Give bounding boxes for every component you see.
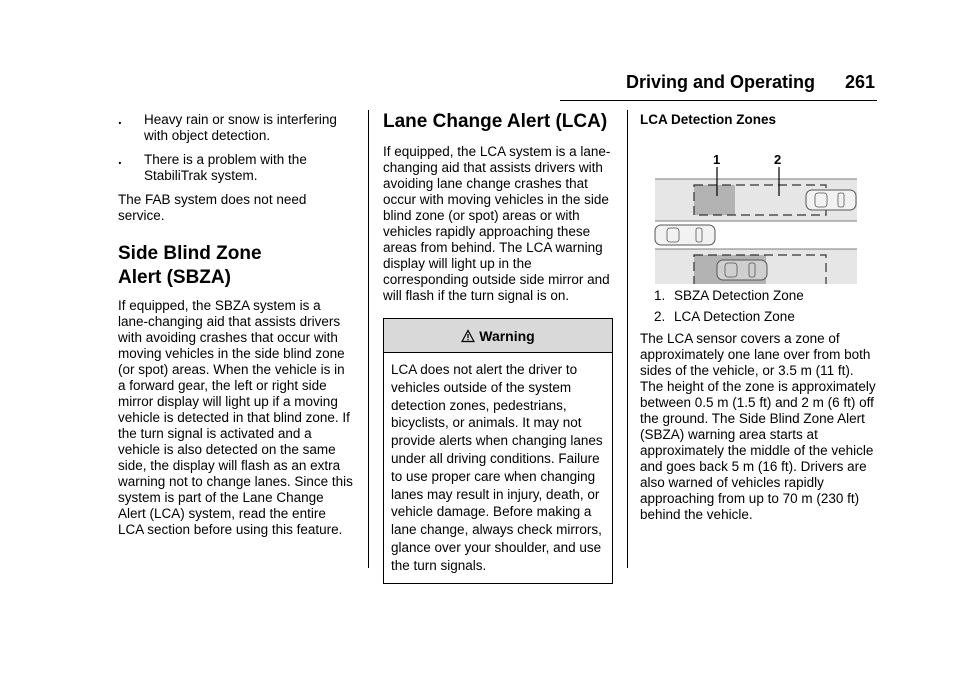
sbza-paragraph: If equipped, the SBZA system is a lane-changing aid that assists drivers with avoiding crashes that occur with moving vehicles in the side blind zone (or spot) areas. When the vehicle is in a forward gear, the left or right side mirror display will light up if a moving vehicle is detected in that blind zone. If the turn signal is activated and a vehicle is also detected on the same side, the display will flash as an extra warning not to change lanes. Since this system is part of the Lane Change Alert (LCA) system, read the entire LCA section before using this feature. — [118, 298, 353, 537]
lca-paragraph: If equipped, the LCA system is a lane-changing aid that assists drivers with avoiding lane change crashes that occur with moving vehicles in the side blind zone (or spot) areas or with vehicles rapidly approaching these areas from behind. The LCA warning display will light up in the corresponding outside side mirror and will flash if the turn signal is on. — [383, 144, 611, 303]
column-1 — [118, 112, 354, 548]
sbza-heading — [118, 242, 354, 290]
bullet-marker: . — [118, 152, 122, 167]
lca-heading: Lane Change Alert (LCA) — [383, 111, 608, 132]
list-item — [654, 288, 880, 304]
fab-paragraph: The FAB system does not need service. — [118, 192, 307, 223]
list-item — [118, 152, 354, 184]
host-vehicle — [655, 225, 715, 245]
column-divider-1 — [368, 110, 369, 568]
vehicle-bottom-lane — [717, 260, 767, 280]
sbza-heading-line1: Side Blind Zone — [118, 243, 262, 264]
vehicle-top-lane — [806, 190, 856, 210]
callout-2: 2 — [774, 152, 782, 167]
callout-1: 1 — [713, 152, 721, 167]
bullet-text: Heavy rain or snow is interfering with object detection. — [144, 112, 337, 143]
warning-text: LCA does not alert the driver to vehicles outside of the system detection zones, pedestrians, bicyclists, or animals. It may not provide alerts when changing lanes under all driving conditions. Failure to use proper care when changing lanes may result in injury, death, or vehicle damage. Before making a lane change, always check mirrors, glance over your shoulder, and use the turn signals. — [391, 362, 603, 573]
section-title: Driving and Operating — [625, 72, 815, 92]
page-number: 261 — [844, 72, 875, 92]
list-item — [118, 112, 354, 144]
column-3 — [640, 112, 880, 533]
bullet-text: There is a problem with the StabiliTrak system. — [144, 152, 307, 183]
list-item — [654, 309, 880, 325]
lca-detection-zones-figure — [640, 134, 880, 284]
bullet-marker: . — [118, 112, 122, 127]
figure-legend — [654, 288, 880, 325]
sbza-heading-line2: Alert (SBZA) — [118, 267, 231, 288]
figure-title: LCA Detection Zones — [640, 112, 777, 127]
lca-sensor-paragraph: The LCA sensor covers a zone of approximately one lane over from both sides of the vehicle, or 3.5 m (11 ft). The height of the zone is approximately between 0.5 m (1.5 ft) and 2 m (6 ft) off the ground. The Side Blind Zone Alert (SBZA) warning area starts at approximately the middle of the vehicle and goes back 5 m (16 ft). Drivers are also warned of vehicles rapidly approaching from up to 70 m (230 ft) behind the vehicle. — [640, 331, 876, 522]
warning-title: Warning — [479, 327, 535, 344]
legend-text: SBZA Detection Zone — [674, 288, 804, 303]
legend-number: 1. — [654, 288, 666, 303]
warning-triangle-icon — [461, 329, 475, 343]
sbza-zone-left — [694, 185, 735, 215]
legend-number: 2. — [654, 309, 666, 324]
column-2 — [383, 112, 618, 584]
lca-zones-diagram — [640, 134, 880, 284]
page-header — [560, 70, 877, 101]
warning-box — [383, 318, 613, 584]
column-divider-2 — [627, 110, 628, 568]
warning-header — [384, 319, 612, 353]
legend-text: LCA Detection Zone — [674, 309, 795, 324]
